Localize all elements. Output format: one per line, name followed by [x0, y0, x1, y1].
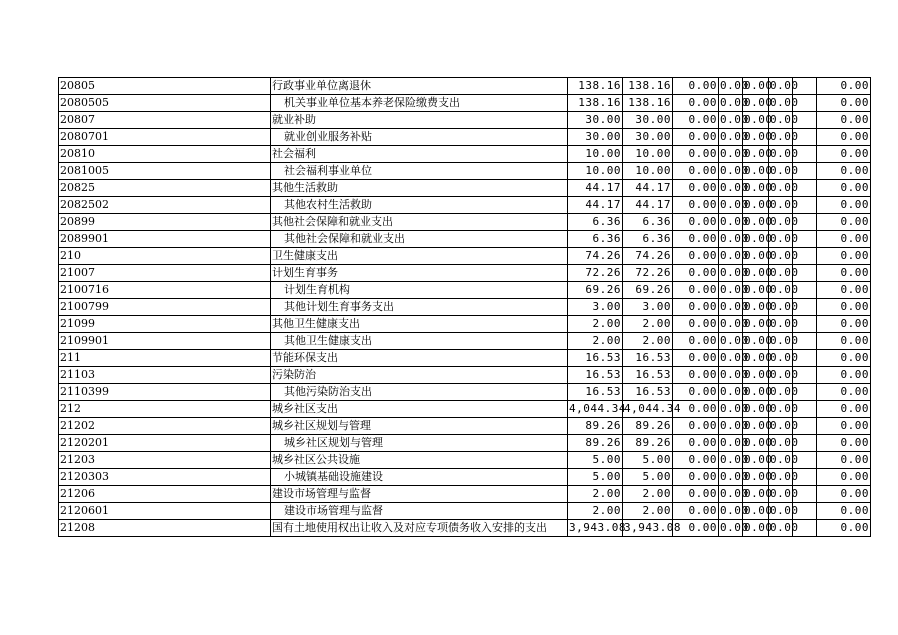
amount-cell-5: 0.00: [817, 197, 871, 214]
total-amount-cell: 4,044.34: [568, 401, 623, 418]
project-expenditure-cell: 0.00: [673, 180, 719, 197]
amount-cell-5: 0.00: [817, 163, 871, 180]
subject-name-cell: 机关事业单位基本养老保险缴费支出: [271, 95, 568, 112]
total-amount-cell: 138.16: [568, 95, 623, 112]
amount-cell-2: 0.00: [719, 146, 743, 163]
amount-cell-3: 0.00: [743, 197, 769, 214]
amount-cell-4: 0.00: [769, 180, 793, 197]
amount-cell-2: 0.00: [719, 231, 743, 248]
subject-code-cell: 211: [59, 350, 271, 367]
total-amount-cell: 16.53: [568, 384, 623, 401]
project-expenditure-cell: 0.00: [673, 503, 719, 520]
amount-cell-3: 0.00: [743, 384, 769, 401]
subject-name-cell: 其他计划生育事务支出: [271, 299, 568, 316]
amount-cell-3: 0.00: [743, 231, 769, 248]
amount-cell-2: 0.00: [719, 452, 743, 469]
table-row: [59, 180, 871, 197]
subject-code-cell: 21203: [59, 452, 271, 469]
basic-expenditure-cell: 5.00: [623, 469, 673, 486]
subject-code-cell: 2120601: [59, 503, 271, 520]
subject-name-cell: 其他社会保障和就业支出: [271, 231, 568, 248]
amount-cell-4: 0.00: [769, 282, 793, 299]
project-expenditure-cell: 0.00: [673, 401, 719, 418]
amount-cell-2: 0.00: [719, 265, 743, 282]
table-row: [59, 452, 871, 469]
amount-cell-4: 0.00: [769, 418, 793, 435]
total-amount-cell: 5.00: [568, 469, 623, 486]
project-expenditure-cell: 0.00: [673, 299, 719, 316]
subject-name-cell: 其他污染防治支出: [271, 384, 568, 401]
table-body: [59, 78, 871, 537]
subject-name-cell: 计划生育事务: [271, 265, 568, 282]
amount-cell-3: 0.00: [743, 146, 769, 163]
amount-cell-2: 0.00: [719, 401, 743, 418]
subject-code-cell: 21206: [59, 486, 271, 503]
amount-cell-2: 0.00: [719, 435, 743, 452]
subject-name-cell: 社会福利事业单位: [271, 163, 568, 180]
total-amount-cell: 44.17: [568, 197, 623, 214]
subject-name-cell: 其他生活救助: [271, 180, 568, 197]
table-row: [59, 78, 871, 95]
subject-name-cell: 建设市场管理与监督: [271, 503, 568, 520]
total-amount-cell: 16.53: [568, 367, 623, 384]
subject-name-cell: 城乡社区规划与管理: [271, 418, 568, 435]
amount-cell-3: 0.00: [743, 129, 769, 146]
project-expenditure-cell: 0.00: [673, 214, 719, 231]
amount-cell-2: 0.00: [719, 197, 743, 214]
amount-cell-2: 0.00: [719, 520, 743, 537]
amount-cell-3: 0.00: [743, 418, 769, 435]
basic-expenditure-cell: 3.00: [623, 299, 673, 316]
amount-cell-2: 0.00: [719, 469, 743, 486]
amount-cell-5: 0.00: [817, 95, 871, 112]
subject-name-cell: 行政事业单位离退休: [271, 78, 568, 95]
amount-cell-2: 0.00: [719, 350, 743, 367]
table-row: [59, 146, 871, 163]
basic-expenditure-cell: 3,943.08: [623, 520, 673, 537]
amount-cell-5: 0.00: [817, 214, 871, 231]
basic-expenditure-cell: 72.26: [623, 265, 673, 282]
amount-cell-4: 0.00: [769, 333, 793, 350]
basic-expenditure-cell: 6.36: [623, 214, 673, 231]
amount-cell-2: 0.00: [719, 248, 743, 265]
total-amount-cell: 30.00: [568, 112, 623, 129]
subject-code-cell: 20807: [59, 112, 271, 129]
basic-expenditure-cell: 10.00: [623, 146, 673, 163]
amount-cell-3: 0.00: [743, 282, 769, 299]
amount-cell-5: 0.00: [817, 248, 871, 265]
subject-code-cell: 20810: [59, 146, 271, 163]
subject-code-cell: 21103: [59, 367, 271, 384]
project-expenditure-cell: 0.00: [673, 418, 719, 435]
subject-name-cell: 就业补助: [271, 112, 568, 129]
total-amount-cell: 138.16: [568, 78, 623, 95]
total-amount-cell: 3.00: [568, 299, 623, 316]
subject-code-cell: 20825: [59, 180, 271, 197]
amount-cell-4: 0.00: [769, 231, 793, 248]
amount-cell-4: 0.00: [769, 401, 793, 418]
table-row: [59, 384, 871, 401]
project-expenditure-cell: 0.00: [673, 486, 719, 503]
table-row: [59, 316, 871, 333]
amount-cell-4: 0.00: [769, 248, 793, 265]
table-row: [59, 503, 871, 520]
basic-expenditure-cell: 2.00: [623, 316, 673, 333]
amount-cell-4: 0.00: [769, 367, 793, 384]
amount-cell-3: 0.00: [743, 316, 769, 333]
subject-code-cell: 2089901: [59, 231, 271, 248]
project-expenditure-cell: 0.00: [673, 231, 719, 248]
amount-cell-2: 0.00: [719, 112, 743, 129]
amount-cell-3: 0.00: [743, 350, 769, 367]
amount-cell-5: 0.00: [817, 435, 871, 452]
table-row: [59, 129, 871, 146]
amount-cell-3: 0.00: [743, 469, 769, 486]
amount-cell-3: 0.00: [743, 299, 769, 316]
subject-code-cell: 2100799: [59, 299, 271, 316]
table-row: [59, 282, 871, 299]
total-amount-cell: 16.53: [568, 350, 623, 367]
table-row: [59, 418, 871, 435]
table-row: [59, 231, 871, 248]
subject-code-cell: 2100716: [59, 282, 271, 299]
amount-cell-5: 0.00: [817, 384, 871, 401]
total-amount-cell: 89.26: [568, 435, 623, 452]
amount-cell-2: 0.00: [719, 486, 743, 503]
project-expenditure-cell: 0.00: [673, 367, 719, 384]
amount-cell-4: 0.00: [769, 78, 793, 95]
project-expenditure-cell: 0.00: [673, 282, 719, 299]
project-expenditure-cell: 0.00: [673, 197, 719, 214]
amount-cell-4: 0.00: [769, 265, 793, 282]
amount-cell-2: 0.00: [719, 180, 743, 197]
amount-cell-5: 0.00: [817, 129, 871, 146]
basic-expenditure-cell: 89.26: [623, 435, 673, 452]
project-expenditure-cell: 0.00: [673, 163, 719, 180]
total-amount-cell: 10.00: [568, 163, 623, 180]
table-row: [59, 214, 871, 231]
subject-name-cell: 节能环保支出: [271, 350, 568, 367]
project-expenditure-cell: 0.00: [673, 350, 719, 367]
amount-cell-3: 0.00: [743, 95, 769, 112]
project-expenditure-cell: 0.00: [673, 435, 719, 452]
subject-code-cell: 2109901: [59, 333, 271, 350]
table-row: [59, 95, 871, 112]
amount-cell-3: 0.00: [743, 163, 769, 180]
total-amount-cell: 6.36: [568, 214, 623, 231]
table-row: [59, 163, 871, 180]
table-row: [59, 435, 871, 452]
amount-cell-5: 0.00: [817, 112, 871, 129]
total-amount-cell: 2.00: [568, 333, 623, 350]
table-row: [59, 486, 871, 503]
basic-expenditure-cell: 16.53: [623, 384, 673, 401]
amount-cell-3: 0.00: [743, 486, 769, 503]
subject-name-cell: 建设市场管理与监督: [271, 486, 568, 503]
project-expenditure-cell: 0.00: [673, 520, 719, 537]
subject-name-cell: 国有土地使用权出让收入及对应专项债务收入安排的支出: [271, 520, 568, 537]
total-amount-cell: 72.26: [568, 265, 623, 282]
amount-cell-3: 0.00: [743, 367, 769, 384]
amount-cell-4: 0.00: [769, 503, 793, 520]
subject-code-cell: 2110399: [59, 384, 271, 401]
budget-table: [58, 77, 871, 537]
subject-code-cell: 2081005: [59, 163, 271, 180]
amount-cell-5: 0.00: [817, 520, 871, 537]
table-row: [59, 520, 871, 537]
amount-cell-3: 0.00: [743, 401, 769, 418]
basic-expenditure-cell: 30.00: [623, 129, 673, 146]
amount-cell-5: 0.00: [817, 299, 871, 316]
amount-cell-5: 0.00: [817, 180, 871, 197]
basic-expenditure-cell: 2.00: [623, 333, 673, 350]
amount-cell-5: 0.00: [817, 265, 871, 282]
amount-cell-2: 0.00: [719, 95, 743, 112]
project-expenditure-cell: 0.00: [673, 265, 719, 282]
amount-cell-5: 0.00: [817, 503, 871, 520]
basic-expenditure-cell: 6.36: [623, 231, 673, 248]
subject-code-cell: 2080505: [59, 95, 271, 112]
table-row: [59, 350, 871, 367]
total-amount-cell: 10.00: [568, 146, 623, 163]
basic-expenditure-cell: 5.00: [623, 452, 673, 469]
amount-cell-5: 0.00: [817, 486, 871, 503]
project-expenditure-cell: 0.00: [673, 452, 719, 469]
amount-cell-4: 0.00: [769, 299, 793, 316]
total-amount-cell: 3,943.08: [568, 520, 623, 537]
subject-name-cell: 小城镇基础设施建设: [271, 469, 568, 486]
total-amount-cell: 2.00: [568, 316, 623, 333]
amount-cell-3: 0.00: [743, 520, 769, 537]
amount-cell-4: 0.00: [769, 469, 793, 486]
table-row: [59, 333, 871, 350]
total-amount-cell: 89.26: [568, 418, 623, 435]
amount-cell-2: 0.00: [719, 163, 743, 180]
table-row: [59, 265, 871, 282]
total-amount-cell: 6.36: [568, 231, 623, 248]
amount-cell-2: 0.00: [719, 384, 743, 401]
table-row: [59, 367, 871, 384]
basic-expenditure-cell: 2.00: [623, 503, 673, 520]
amount-cell-5: 0.00: [817, 418, 871, 435]
subject-code-cell: 21202: [59, 418, 271, 435]
basic-expenditure-cell: 69.26: [623, 282, 673, 299]
subject-code-cell: 212: [59, 401, 271, 418]
total-amount-cell: 2.00: [568, 503, 623, 520]
total-amount-cell: 44.17: [568, 180, 623, 197]
amount-cell-5: 0.00: [817, 350, 871, 367]
basic-expenditure-cell: 74.26: [623, 248, 673, 265]
table-row: [59, 197, 871, 214]
amount-cell-4: 0.00: [769, 112, 793, 129]
amount-cell-4: 0.00: [769, 214, 793, 231]
table-row: [59, 401, 871, 418]
subject-code-cell: 20899: [59, 214, 271, 231]
subject-code-cell: 2080701: [59, 129, 271, 146]
amount-cell-5: 0.00: [817, 367, 871, 384]
amount-cell-4: 0.00: [769, 129, 793, 146]
basic-expenditure-cell: 4,044.34: [623, 401, 673, 418]
subject-code-cell: 2120201: [59, 435, 271, 452]
table-row: [59, 299, 871, 316]
subject-name-cell: 其他卫生健康支出: [271, 316, 568, 333]
amount-cell-5: 0.00: [817, 146, 871, 163]
total-amount-cell: 30.00: [568, 129, 623, 146]
project-expenditure-cell: 0.00: [673, 469, 719, 486]
table-row: [59, 112, 871, 129]
subject-name-cell: 污染防治: [271, 367, 568, 384]
subject-code-cell: 2120303: [59, 469, 271, 486]
amount-cell-3: 0.00: [743, 435, 769, 452]
project-expenditure-cell: 0.00: [673, 248, 719, 265]
amount-cell-2: 0.00: [719, 282, 743, 299]
amount-cell-5: 0.00: [817, 469, 871, 486]
amount-cell-5: 0.00: [817, 78, 871, 95]
project-expenditure-cell: 0.00: [673, 95, 719, 112]
amount-cell-4: 0.00: [769, 163, 793, 180]
amount-cell-2: 0.00: [719, 129, 743, 146]
amount-cell-3: 0.00: [743, 180, 769, 197]
total-amount-cell: 5.00: [568, 452, 623, 469]
amount-cell-3: 0.00: [743, 452, 769, 469]
amount-cell-4: 0.00: [769, 520, 793, 537]
amount-cell-4: 0.00: [769, 452, 793, 469]
amount-cell-4: 0.00: [769, 197, 793, 214]
basic-expenditure-cell: 89.26: [623, 418, 673, 435]
subject-name-cell: 城乡社区支出: [271, 401, 568, 418]
subject-name-cell: 计划生育机构: [271, 282, 568, 299]
total-amount-cell: 74.26: [568, 248, 623, 265]
amount-cell-3: 0.00: [743, 214, 769, 231]
amount-cell-4: 0.00: [769, 384, 793, 401]
project-expenditure-cell: 0.00: [673, 333, 719, 350]
basic-expenditure-cell: 2.00: [623, 486, 673, 503]
amount-cell-5: 0.00: [817, 333, 871, 350]
subject-name-cell: 其他社会保障和就业支出: [271, 214, 568, 231]
basic-expenditure-cell: 16.53: [623, 367, 673, 384]
project-expenditure-cell: 0.00: [673, 146, 719, 163]
total-amount-cell: 2.00: [568, 486, 623, 503]
amount-cell-4: 0.00: [769, 350, 793, 367]
project-expenditure-cell: 0.00: [673, 78, 719, 95]
amount-cell-3: 0.00: [743, 503, 769, 520]
basic-expenditure-cell: 30.00: [623, 112, 673, 129]
amount-cell-2: 0.00: [719, 316, 743, 333]
subject-name-cell: 城乡社区公共设施: [271, 452, 568, 469]
amount-cell-5: 0.00: [817, 231, 871, 248]
amount-cell-2: 0.00: [719, 299, 743, 316]
amount-cell-2: 0.00: [719, 333, 743, 350]
subject-code-cell: 2082502: [59, 197, 271, 214]
total-amount-cell: 69.26: [568, 282, 623, 299]
subject-name-cell: 其他卫生健康支出: [271, 333, 568, 350]
subject-code-cell: 20805: [59, 78, 271, 95]
amount-cell-3: 0.00: [743, 78, 769, 95]
amount-cell-2: 0.00: [719, 78, 743, 95]
basic-expenditure-cell: 44.17: [623, 197, 673, 214]
amount-cell-5: 0.00: [817, 282, 871, 299]
subject-name-cell: 其他农村生活救助: [271, 197, 568, 214]
amount-cell-2: 0.00: [719, 503, 743, 520]
amount-cell-3: 0.00: [743, 112, 769, 129]
project-expenditure-cell: 0.00: [673, 316, 719, 333]
subject-code-cell: 210: [59, 248, 271, 265]
amount-cell-5: 0.00: [817, 401, 871, 418]
amount-cell-4: 0.00: [769, 316, 793, 333]
subject-name-cell: 社会福利: [271, 146, 568, 163]
amount-cell-2: 0.00: [719, 367, 743, 384]
subject-code-cell: 21208: [59, 520, 271, 537]
subject-code-cell: 21007: [59, 265, 271, 282]
amount-cell-3: 0.00: [743, 265, 769, 282]
amount-cell-4: 0.00: [769, 95, 793, 112]
amount-cell-5: 0.00: [817, 452, 871, 469]
subject-name-cell: 卫生健康支出: [271, 248, 568, 265]
amount-cell-4: 0.00: [769, 435, 793, 452]
amount-cell-2: 0.00: [719, 418, 743, 435]
subject-name-cell: 城乡社区规划与管理: [271, 435, 568, 452]
basic-expenditure-cell: 138.16: [623, 95, 673, 112]
subject-name-cell: 就业创业服务补贴: [271, 129, 568, 146]
project-expenditure-cell: 0.00: [673, 384, 719, 401]
amount-cell-4: 0.00: [769, 146, 793, 163]
amount-cell-4: 0.00: [769, 486, 793, 503]
subject-code-cell: 21099: [59, 316, 271, 333]
amount-cell-3: 0.00: [743, 248, 769, 265]
basic-expenditure-cell: 138.16: [623, 78, 673, 95]
table-row: [59, 469, 871, 486]
project-expenditure-cell: 0.00: [673, 129, 719, 146]
table-row: [59, 248, 871, 265]
basic-expenditure-cell: 10.00: [623, 163, 673, 180]
basic-expenditure-cell: 16.53: [623, 350, 673, 367]
amount-cell-3: 0.00: [743, 333, 769, 350]
project-expenditure-cell: 0.00: [673, 112, 719, 129]
amount-cell-5: 0.00: [817, 316, 871, 333]
basic-expenditure-cell: 44.17: [623, 180, 673, 197]
amount-cell-2: 0.00: [719, 214, 743, 231]
